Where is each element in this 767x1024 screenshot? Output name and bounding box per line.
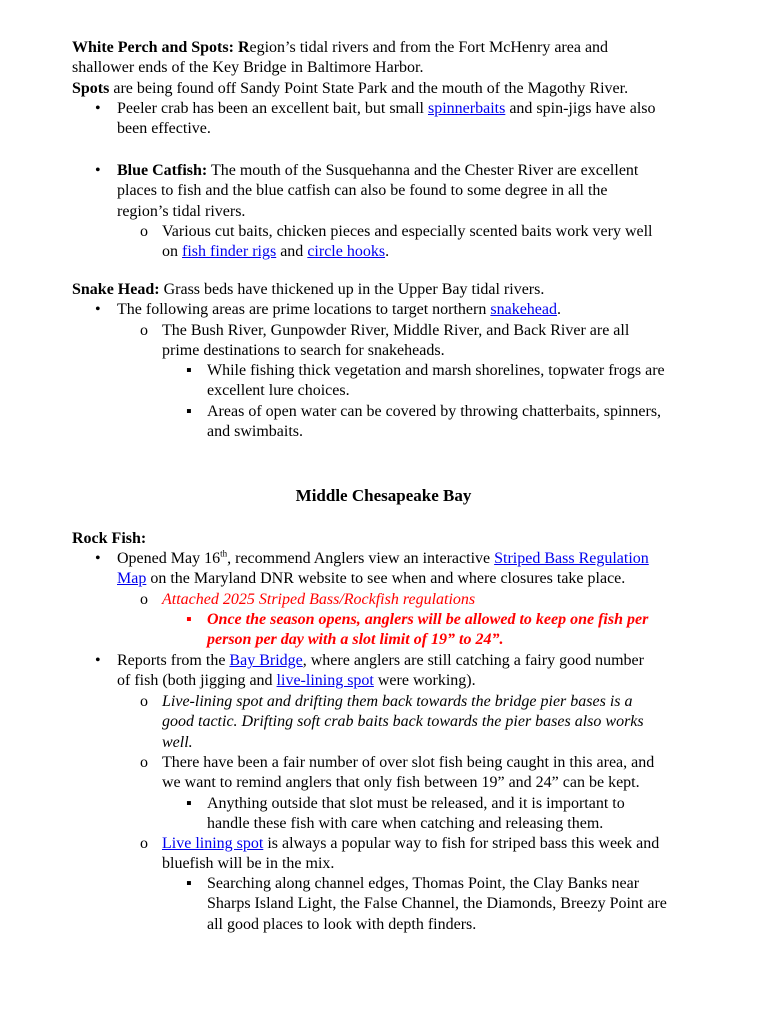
- blue-catfish-heading: Blue Catfish:: [117, 162, 208, 179]
- cut-bait-text-2: on: [162, 243, 182, 261]
- bay-bridge-link[interactable]: Bay Bridge: [229, 652, 303, 669]
- live-lining-text: is always a popular way to fish for striped bass this week and: [263, 835, 660, 852]
- snakehead-vegetation-item: [207, 361, 665, 402]
- snakehead-link[interactable]: snakehead: [490, 301, 557, 318]
- bullet-circle: o: [140, 693, 148, 710]
- bullet-circle: o: [140, 591, 148, 608]
- bay-bridge-reports-item: [117, 651, 644, 692]
- bullet-circle: o: [140, 835, 148, 852]
- live-lining-item: [162, 834, 659, 875]
- release-text-2: handle these fish with care when catching and releasing them.: [207, 815, 604, 833]
- snake-head-text: Grass beds have thickened up in the Upper Bay tidal rivers.: [159, 281, 545, 298]
- bullet-circle: o: [140, 754, 148, 771]
- release-text: Anything outside that slot must be released, and it is important to: [207, 795, 625, 812]
- peeler-text-b: and spin-jigs have also: [505, 100, 656, 117]
- over-slot-text: There have been a fair number of over slot fish being caught in this area, and: [162, 754, 655, 771]
- live-lining-tactic-text-3: well.: [162, 733, 193, 751]
- fish-finder-rigs-link[interactable]: fish finder rigs: [182, 243, 277, 261]
- peeler-crab-item: [117, 99, 656, 140]
- rock-fish-heading-text: Rock Fish:: [72, 530, 147, 547]
- snakehead-rivers-text-2: prime destinations to search for snakeheads.: [162, 342, 445, 360]
- snakehead-rivers-item: [162, 321, 629, 362]
- spinnerbaits-link[interactable]: spinnerbaits: [427, 100, 506, 117]
- over-slot-item: [162, 753, 654, 794]
- peeler-text-2: been effective.: [117, 120, 211, 138]
- channel-edges-item: [207, 874, 667, 935]
- reports-text-2: of fish (both jigging and: [117, 672, 277, 690]
- bullet-square: ▪: [186, 611, 192, 628]
- live-lining-spot-link[interactable]: live-lining spot: [276, 672, 374, 690]
- snake-head-paragraph: [72, 280, 544, 300]
- snakehead-prime-period: .: [557, 301, 561, 318]
- channel-edges-text-3: all good places to look with depth finders.: [207, 915, 477, 933]
- season-opens-text: Once the season opens, anglers will be allowed to keep one fish per: [207, 611, 649, 628]
- live-lining-spot-link-2[interactable]: Live lining spot: [162, 835, 264, 852]
- white-perch-heading: White Perch and Spots: R: [72, 39, 250, 56]
- cut-bait-and: and: [276, 243, 308, 261]
- white-perch-text: egion’s tidal rivers and from the Fort McHenry area and: [249, 39, 609, 56]
- reports-text-2b: were working).: [373, 672, 476, 690]
- opened-item: [117, 549, 649, 590]
- opened-text-c: on the Maryland DNR website to see when and where closures take place.: [146, 570, 626, 588]
- catfish-text-2: places to fish and the blue catfish can also be found to some degree in all the: [117, 182, 608, 200]
- vegetation-text: While fishing thick vegetation and marsh shorelines, topwater frogs are: [207, 362, 665, 379]
- reports-text-b: , where anglers are still catching a fairy good number: [302, 652, 644, 669]
- attached-regulations-text: Attached 2025 Striped Bass/Rockfish regulations: [162, 591, 476, 608]
- reports-text: Reports from the: [117, 652, 230, 669]
- bullet-circle: o: [140, 322, 148, 339]
- season-opens-text-2: person per day with a slot limit of 19” to 24”.: [207, 631, 504, 649]
- white-perch-text-2: shallower ends of the Key Bridge in Baltimore Harbor.: [72, 59, 424, 77]
- bullet-square: ▪: [186, 403, 192, 420]
- white-perch-paragraph: [72, 38, 628, 99]
- striped-bass-regulation-map-link[interactable]: Map: [117, 570, 147, 588]
- open-water-text: Areas of open water can be covered by throwing chatterbaits, spinners,: [207, 403, 662, 420]
- catfish-text: The mouth of the Susquehanna and the Chester River are excellent: [207, 162, 639, 179]
- open-water-text-2: and swimbaits.: [207, 423, 303, 441]
- spots-text: are being found off Sandy Point State Park and the mouth of the Magothy River.: [109, 79, 629, 97]
- season-opens-item: [207, 610, 648, 651]
- bullet-disc: •: [95, 162, 101, 179]
- bullet-disc: •: [95, 100, 101, 117]
- bullet-square: ▪: [186, 362, 192, 379]
- opened-text: Opened May 16: [117, 550, 221, 567]
- peeler-text: Peeler crab has been an excellent bait, but small: [117, 100, 428, 117]
- snakehead-rivers-text: The Bush River, Gunpowder River, Middle River, and Back River are all: [162, 322, 630, 339]
- bullet-square: ▪: [186, 795, 192, 812]
- bullet-disc: •: [95, 550, 101, 567]
- channel-edges-text: Searching along channel edges, Thomas Point, the Clay Banks near: [207, 875, 640, 892]
- snakehead-prime-item: [117, 300, 561, 320]
- live-lining-tactic-text-2: good tactic. Drifting soft crab baits back towards the pier bases also works: [162, 713, 644, 731]
- bullet-square: ▪: [186, 875, 192, 892]
- snakehead-open-water-item: [207, 402, 661, 443]
- snake-head-heading: Snake Head:: [72, 281, 160, 298]
- striped-bass-regulation-link[interactable]: Striped Bass Regulation: [494, 550, 649, 567]
- release-item: [207, 794, 625, 835]
- circle-hooks-link[interactable]: circle hooks: [307, 243, 386, 261]
- bullet-disc: •: [95, 301, 101, 318]
- opened-sup: th: [220, 548, 228, 559]
- catfish-text-3: region’s tidal rivers.: [117, 202, 246, 220]
- rock-fish-heading: [72, 529, 146, 549]
- blue-catfish-item: [117, 161, 638, 222]
- vegetation-text-2: excellent lure choices.: [207, 382, 350, 400]
- over-slot-text-2: we want to remind anglers that only fish between 19” and 24” can be kept.: [162, 774, 640, 792]
- cut-bait-text: Various cut baits, chicken pieces and especially scented baits work very well: [162, 223, 653, 240]
- bullet-circle: o: [140, 223, 148, 240]
- live-lining-text-2: bluefish will be in the mix.: [162, 855, 335, 873]
- live-lining-tactic-text: Live-lining spot and drifting them back towards the bridge pier bases is a: [162, 693, 633, 710]
- cut-bait-item: [162, 222, 653, 263]
- channel-edges-text-2: Sharps Island Light, the False Channel, the Diamonds, Breezy Point are: [207, 895, 667, 913]
- bullet-disc: •: [95, 652, 101, 669]
- cut-bait-period: .: [385, 243, 390, 261]
- live-lining-tactic-item: [162, 692, 644, 753]
- spots-heading: Spots: [72, 79, 110, 97]
- attached-regulations-item: [162, 590, 475, 610]
- opened-text-b: , recommend Anglers view an interactive: [227, 550, 495, 567]
- section-title-middle-chesapeake-bay: Middle Chesapeake Bay: [295, 486, 472, 505]
- snakehead-prime-text: The following areas are prime locations to target northern: [117, 301, 491, 318]
